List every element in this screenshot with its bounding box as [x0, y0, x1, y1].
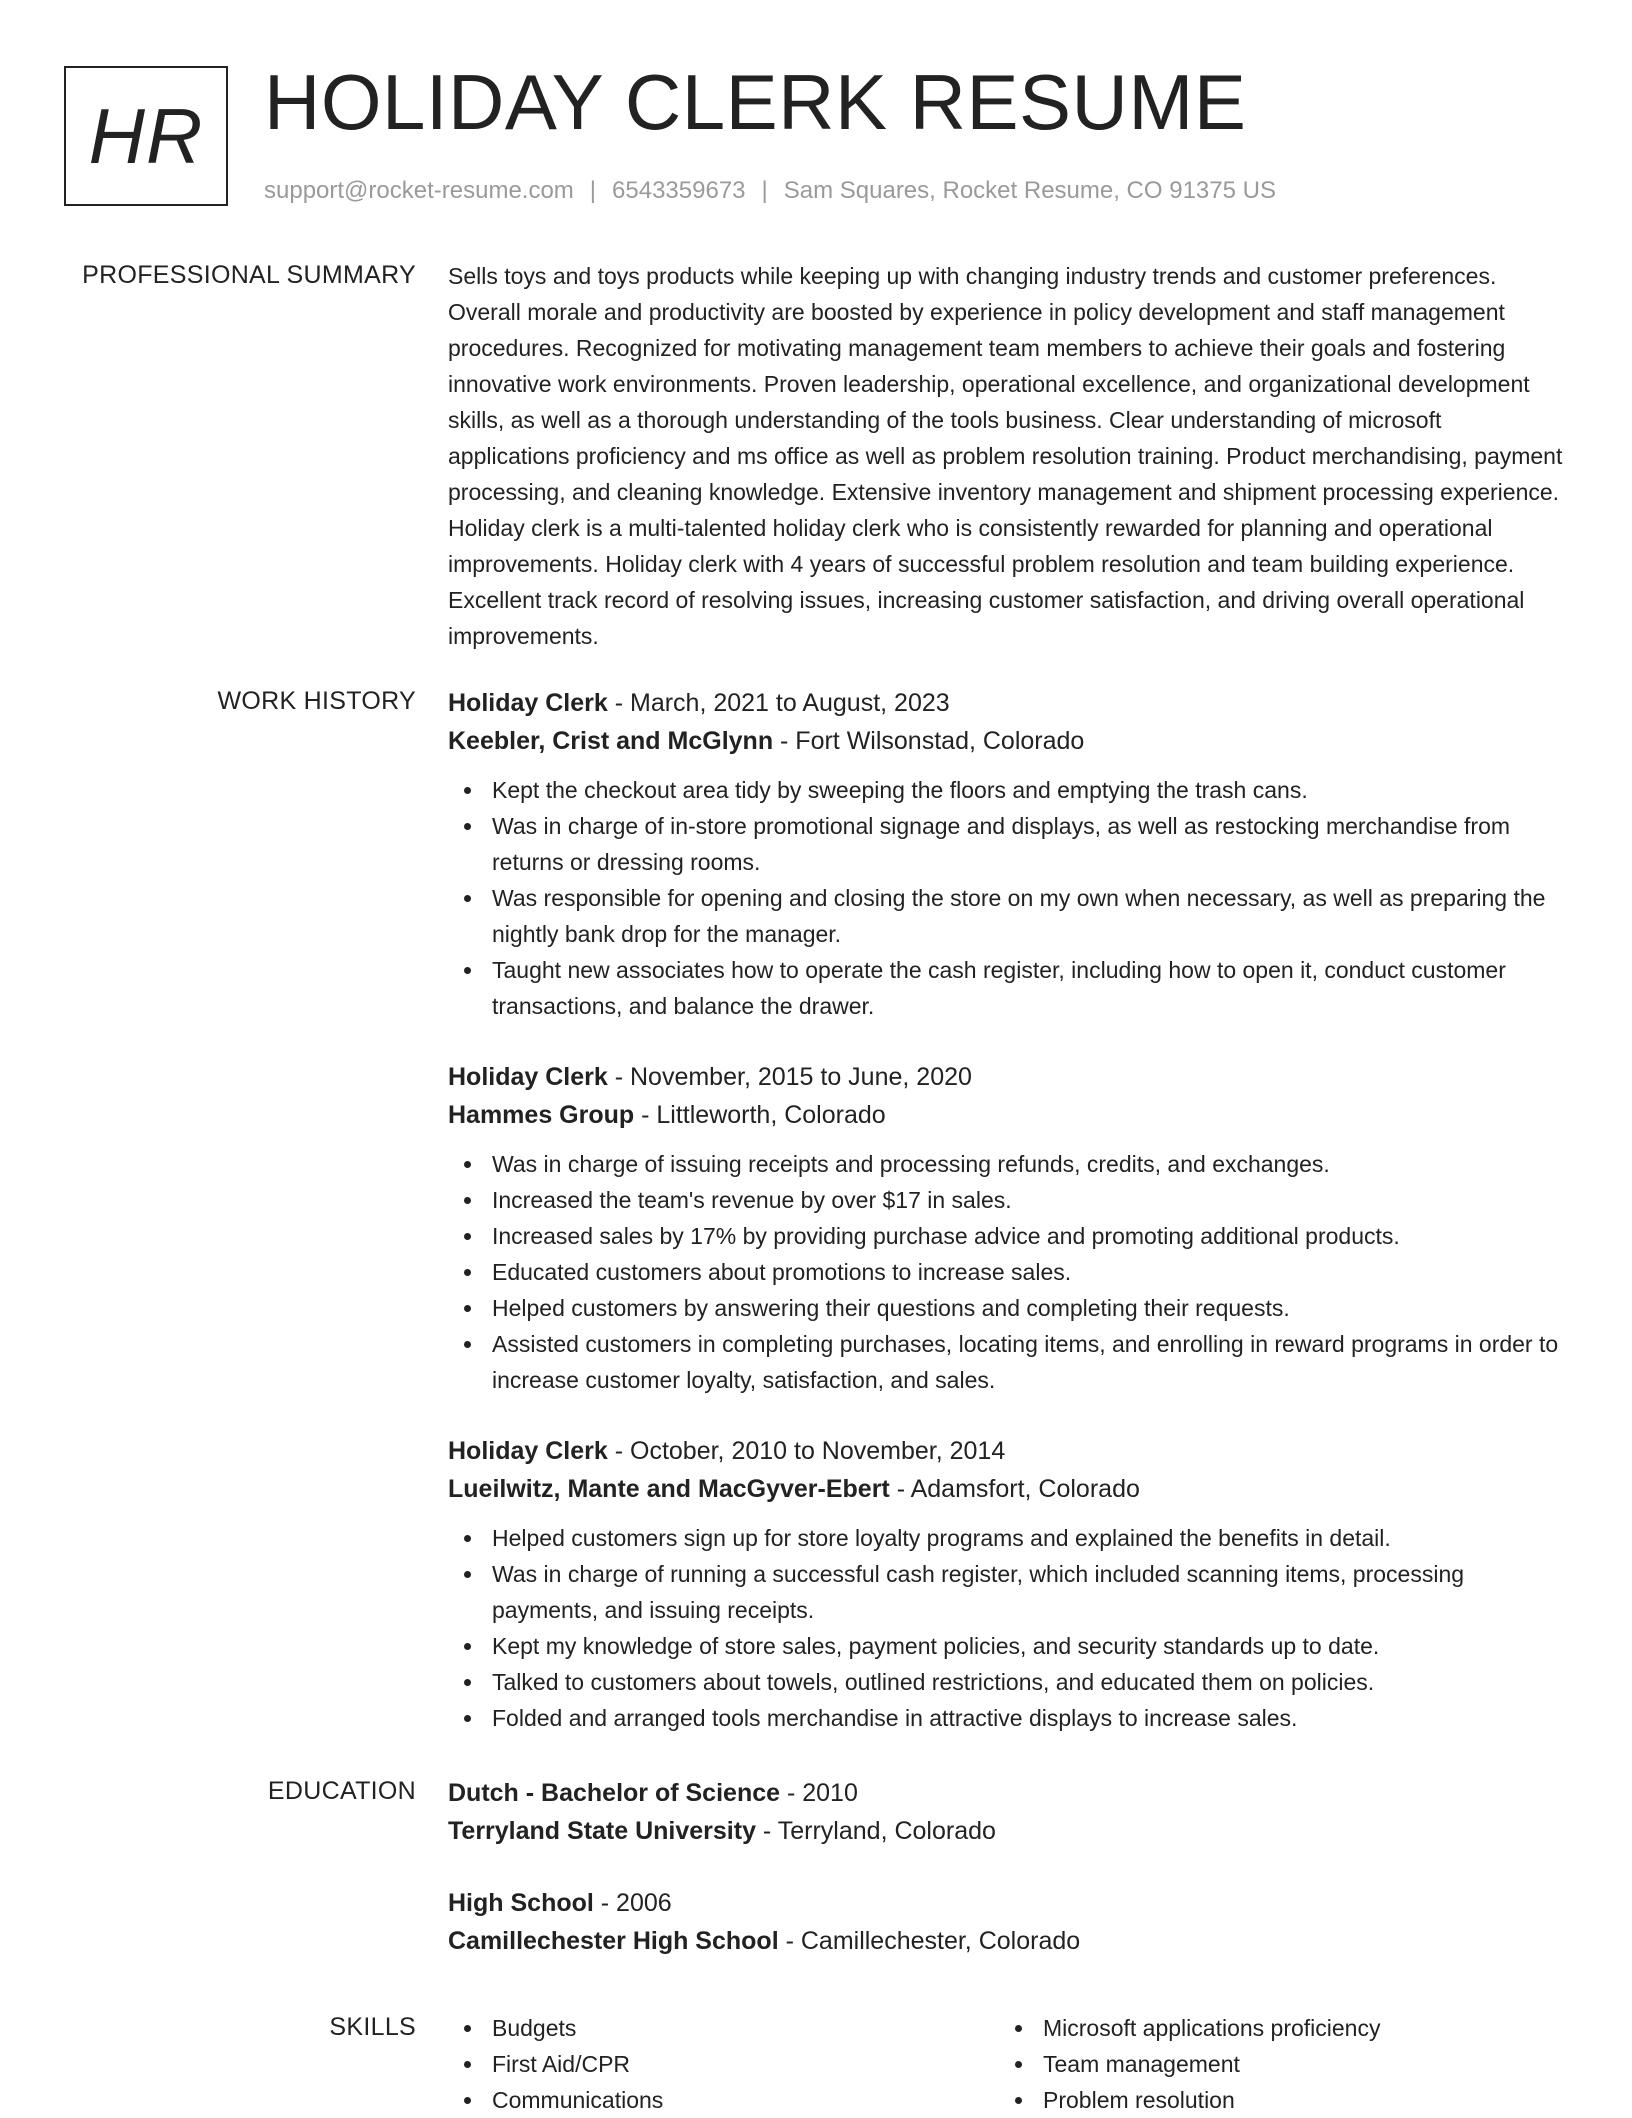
- job-entry: [448, 684, 1566, 1024]
- work-history-heading: WORK HISTORY: [217, 687, 416, 715]
- skill-item: Communications: [492, 2082, 999, 2118]
- job-dates: - March, 2021 to August, 2023: [607, 689, 950, 717]
- job-bullet: Increased sales by 17% by providing purchase advice and promoting additional products.: [492, 1218, 1566, 1254]
- contact-address: Sam Squares, Rocket Resume, CO 91375 US: [783, 177, 1276, 204]
- education-school: Camillechester High School: [448, 1927, 779, 1955]
- job-bullet: Folded and arranged tools merchandise in attractive displays to increase sales.: [492, 1700, 1566, 1736]
- job-bullets: [448, 1146, 1566, 1398]
- education-year: - 2006: [593, 1889, 672, 1917]
- job-bullets: [448, 772, 1566, 1024]
- job-bullet: Kept the checkout area tidy by sweeping the floors and emptying the trash cans.: [492, 772, 1566, 808]
- contact-separator: |: [589, 177, 597, 204]
- job-company-line: [448, 1470, 1566, 1508]
- education-degree-line: [448, 1774, 1566, 1812]
- job-dates: - November, 2015 to June, 2020: [607, 1063, 972, 1091]
- job-title-line: [448, 1058, 1566, 1096]
- job-company: Keebler, Crist and McGlynn: [448, 727, 774, 755]
- job-company-line: [448, 722, 1566, 760]
- summary-text: Sells toys and toys products while keeping up with changing industry trends and customer preferences. Overall morale and productivity are boosted by experience in policy development and staff management procedures. Recognized for motivating management team members to achieve their goals and fostering innovative work environments. Proven leadership, operational excellence, and organizational development skills, as well as a thorough understanding of the tools business. Clear understanding of microsoft applications proficiency and ms office as well as problem resolution training. Product merchandising, payment processing, and cleaning knowledge. Extensive inventory management and shipment processing experience. Holiday clerk is a multi-talented holiday clerk who is consistently rewarded for planning and operational improvements. Holiday clerk with 4 years of successful problem resolution and team building experience. Excellent track record of resolving issues, increasing customer satisfaction, and driving overall operational improvements.: [448, 263, 1563, 649]
- education-degree: High School: [448, 1889, 594, 1917]
- job-bullet: Helped customers by answering their questions and completing their requests.: [492, 1290, 1566, 1326]
- education-entry: [448, 1884, 1566, 1960]
- job-bullet: Taught new associates how to operate the cash register, including how to open it, conduct customer transactions, and balance the drawer.: [492, 952, 1566, 1024]
- skills-list: [448, 2010, 999, 2118]
- job-location: - Adamsfort, Colorado: [889, 1475, 1140, 1503]
- skill-item: Budgets: [492, 2010, 999, 2046]
- education-entry: [448, 1774, 1566, 1850]
- education-school-line: [448, 1812, 1566, 1850]
- job-title-line: [448, 1432, 1566, 1470]
- job-company: Lueilwitz, Mante and MacGyver-Ebert: [448, 1475, 890, 1503]
- job-bullet: Was in charge of in-store promotional signage and displays, as well as restocking merchandise from returns or dressing rooms.: [492, 808, 1566, 880]
- job-dates: - October, 2010 to November, 2014: [607, 1437, 1006, 1465]
- job-title: Holiday Clerk: [448, 1063, 608, 1091]
- education-heading: EDUCATION: [267, 1777, 416, 1805]
- skill-item: First Aid/CPR: [492, 2046, 999, 2082]
- skill-item: Team management: [1043, 2046, 1550, 2082]
- job-entry: [448, 1058, 1566, 1398]
- job-bullet: Educated customers about promotions to increase sales.: [492, 1254, 1566, 1290]
- job-location: - Fort Wilsonstad, Colorado: [773, 727, 1085, 755]
- education-degree: Dutch - Bachelor of Science: [448, 1779, 781, 1807]
- contact-phone: 6543359673: [612, 177, 746, 204]
- job-location: - Littleworth, Colorado: [634, 1101, 886, 1129]
- job-bullet: Was responsible for opening and closing the store on my own when necessary, as well as preparing the nightly bank drop for the manager.: [492, 880, 1566, 952]
- skills-column-right: [999, 2010, 1550, 2118]
- summary-heading: PROFESSIONAL SUMMARY: [82, 261, 416, 289]
- job-company-line: [448, 1096, 1566, 1134]
- job-bullet: Was in charge of running a successful cash register, which included scanning items, processing payments, and issuing receipts.: [492, 1556, 1566, 1628]
- contact-separator: |: [761, 177, 768, 204]
- education-school-line: [448, 1922, 1566, 1960]
- job-entry: [448, 1432, 1566, 1736]
- skills-column-left: [448, 2010, 999, 2118]
- skill-item: Problem resolution: [1043, 2082, 1550, 2118]
- job-title: Holiday Clerk: [448, 1437, 608, 1465]
- job-title: Holiday Clerk: [448, 689, 608, 717]
- education-degree-line: [448, 1884, 1566, 1922]
- job-bullet: Kept my knowledge of store sales, payment policies, and security standards up to date.: [492, 1628, 1566, 1664]
- resume-title: HOLIDAY CLERK RESUME: [264, 58, 1247, 146]
- job-bullet: Helped customers sign up for store loyalty programs and explained the benefits in detail.: [492, 1520, 1566, 1556]
- job-bullet: Talked to customers about towels, outlined restrictions, and educated them on policies.: [492, 1664, 1566, 1700]
- job-company: Hammes Group: [448, 1101, 635, 1129]
- job-bullet: Was in charge of issuing receipts and processing refunds, credits, and exchanges.: [492, 1146, 1566, 1182]
- monogram-logo: HR: [64, 66, 228, 206]
- education-year: - 2010: [780, 1779, 858, 1807]
- job-title-line: [448, 684, 1566, 722]
- education-school: Terryland State University: [448, 1817, 756, 1845]
- education-location: - Terryland, Colorado: [755, 1817, 996, 1845]
- skills-list: [999, 2010, 1550, 2118]
- skill-item: Microsoft applications proficiency: [1043, 2010, 1550, 2046]
- job-bullet: Increased the team's revenue by over $17 in sales.: [492, 1182, 1566, 1218]
- skills-columns: [448, 2010, 1566, 2118]
- job-bullet: Assisted customers in completing purchases, locating items, and enrolling in reward programs in order to increase customer loyalty, satisfaction, and sales.: [492, 1326, 1566, 1398]
- skills-heading: SKILLS: [329, 2013, 416, 2041]
- contact-line: [264, 174, 1276, 208]
- education-location: - Camillechester, Colorado: [778, 1927, 1081, 1955]
- job-bullets: [448, 1520, 1566, 1736]
- contact-email: support@rocket-resume.com: [264, 177, 574, 204]
